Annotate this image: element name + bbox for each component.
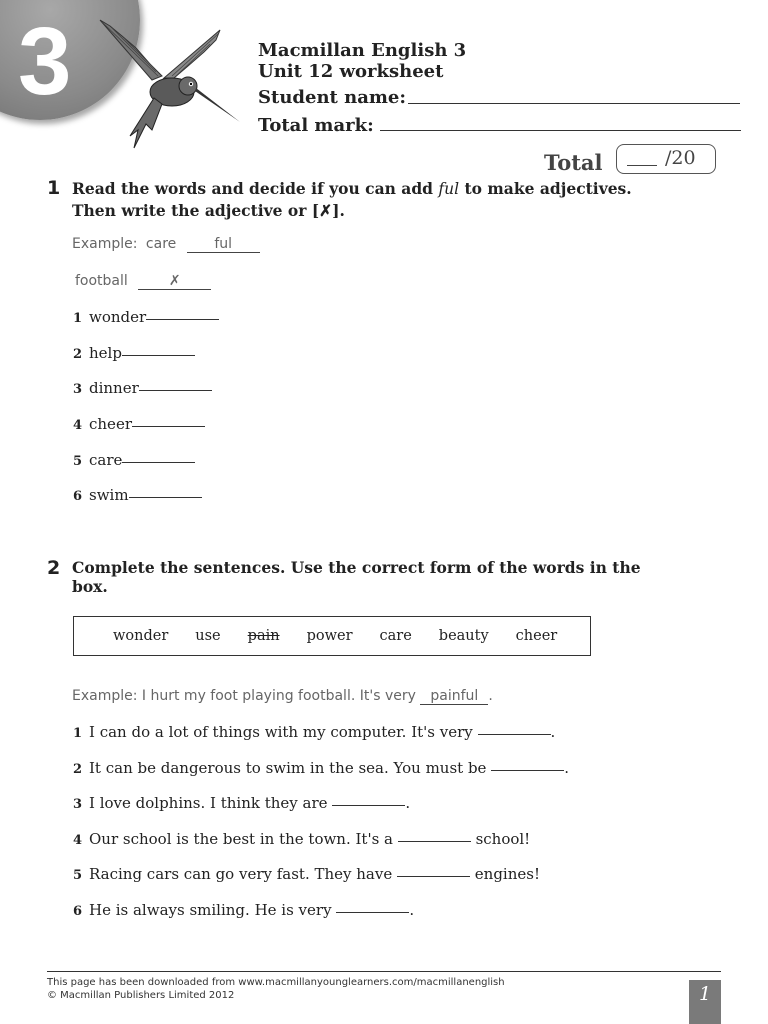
question-2-number: 2: [47, 557, 61, 579]
q1-item-4: [73, 415, 205, 433]
item-number: 2: [73, 347, 83, 362]
instruction-part2: to make adjectives.: [464, 179, 632, 198]
total-mark-line[interactable]: [380, 130, 741, 131]
item-number: 5: [73, 868, 83, 883]
word-box-item: wonder: [113, 628, 169, 644]
student-name-label: Student name:: [258, 87, 406, 108]
item-number: 1: [73, 726, 83, 741]
word-box-item: cheer: [515, 628, 558, 644]
item-word: cheer: [89, 415, 132, 433]
footer-copyright: © Macmillan Publishers Limited 2012: [47, 990, 235, 1001]
item-number: 4: [73, 418, 83, 433]
item-number: 6: [73, 904, 83, 919]
total-label: Total: [544, 150, 603, 175]
sentence-end: school!: [475, 830, 531, 848]
item-word: care: [89, 451, 123, 469]
sentence-text: I can do a lot of things with my computer. It's very: [89, 723, 473, 741]
word-box-item: use: [195, 628, 221, 644]
q1-example: [72, 236, 260, 253]
q2-example: [72, 688, 493, 705]
question-1-number: 1: [47, 177, 61, 199]
item-number: 2: [73, 762, 83, 777]
sentence-end: .: [550, 723, 556, 741]
q2-sentence-4: [73, 830, 530, 848]
item-word: swim: [89, 486, 129, 504]
sentence-end: engines!: [474, 865, 540, 883]
answer-blank[interactable]: [398, 841, 471, 842]
sentence-end: .: [409, 901, 415, 919]
answer-blank[interactable]: [478, 734, 551, 735]
sentence-text: It can be dangerous to swim in the sea. You must be: [89, 759, 487, 777]
worksheet-title: Unit 12 worksheet: [258, 61, 444, 82]
word-box-item: beauty: [438, 628, 489, 644]
instruction-part1: Read the words and decide if you can add: [72, 179, 434, 198]
example2-word: football: [75, 273, 128, 289]
student-name-line[interactable]: [408, 103, 740, 104]
item-number: 6: [73, 489, 83, 504]
item-number: 5: [73, 454, 83, 469]
q1-item-2: [73, 344, 195, 362]
item-word: dinner: [89, 379, 139, 397]
answer-blank[interactable]: [491, 770, 564, 771]
answer-blank[interactable]: [139, 390, 212, 391]
q1-item-1: [73, 308, 219, 326]
q2-sentence-5: [73, 865, 540, 883]
footer-divider: [47, 971, 721, 972]
answer-blank[interactable]: [397, 876, 470, 877]
total-score-box: [616, 144, 716, 174]
example-answer: painful: [420, 688, 488, 705]
q1-example-2: [75, 273, 211, 290]
q2-sentence-3: [73, 794, 410, 812]
unit-number: 3: [18, 8, 72, 115]
example2-answer: ✗: [138, 273, 211, 290]
hummingbird-icon: [92, 18, 242, 153]
item-number: 1: [73, 311, 83, 326]
item-number: 4: [73, 833, 83, 848]
instruction-line2: box.: [72, 577, 108, 596]
question-2-instruction: [72, 558, 641, 596]
sentence-text: He is always smiling. He is very: [89, 901, 332, 919]
q2-sentence-6: [73, 901, 414, 919]
footer-download-note: This page has been downloaded from www.macmillanyounglearners.com/macmillanenglish: [47, 977, 505, 988]
item-number: 3: [73, 797, 83, 812]
example-label: Example:: [72, 236, 138, 252]
sentence-end: .: [564, 759, 569, 777]
item-number: 3: [73, 382, 83, 397]
page-number: 1: [689, 980, 721, 1024]
total-score-blank[interactable]: [627, 165, 657, 166]
sentence-text: Racing cars can go very fast. They have: [89, 865, 393, 883]
instruction-line2: Then write the adjective or [✗].: [72, 201, 345, 220]
q2-sentence-1: [73, 723, 555, 741]
q2-sentence-2: [73, 759, 569, 777]
sentence-text: I love dolphins. I think they are: [89, 794, 328, 812]
q1-item-6: [73, 486, 202, 504]
total-denominator: /20: [665, 147, 696, 169]
example-end: .: [488, 688, 493, 704]
example-answer: ful: [187, 236, 260, 253]
total-mark-label: Total mark:: [258, 115, 374, 136]
word-box: [73, 616, 591, 656]
answer-blank[interactable]: [122, 462, 195, 463]
q1-item-5: [73, 451, 195, 469]
word-box-item-used: pain: [247, 628, 280, 644]
answer-blank[interactable]: [122, 355, 195, 356]
answer-blank[interactable]: [129, 497, 202, 498]
question-1-instruction: [72, 178, 632, 222]
example-text: Example: I hurt my foot playing football. It's very: [72, 688, 416, 704]
word-box-item: power: [306, 628, 353, 644]
example-word: care: [145, 236, 177, 252]
book-title: Macmillan English 3: [258, 40, 467, 61]
sentence-end: .: [405, 794, 411, 812]
word-box-item: care: [379, 628, 412, 644]
item-word: help: [89, 344, 122, 362]
instruction-line1: Complete the sentences. Use the correct form of the words in the: [72, 558, 641, 577]
answer-blank[interactable]: [146, 319, 219, 320]
answer-blank[interactable]: [336, 912, 409, 913]
q1-item-3: [73, 379, 212, 397]
answer-blank[interactable]: [332, 805, 405, 806]
instruction-italic: ful: [438, 180, 460, 198]
item-word: wonder: [89, 308, 147, 326]
answer-blank[interactable]: [132, 426, 205, 427]
sentence-text: Our school is the best in the town. It's a: [89, 830, 393, 848]
